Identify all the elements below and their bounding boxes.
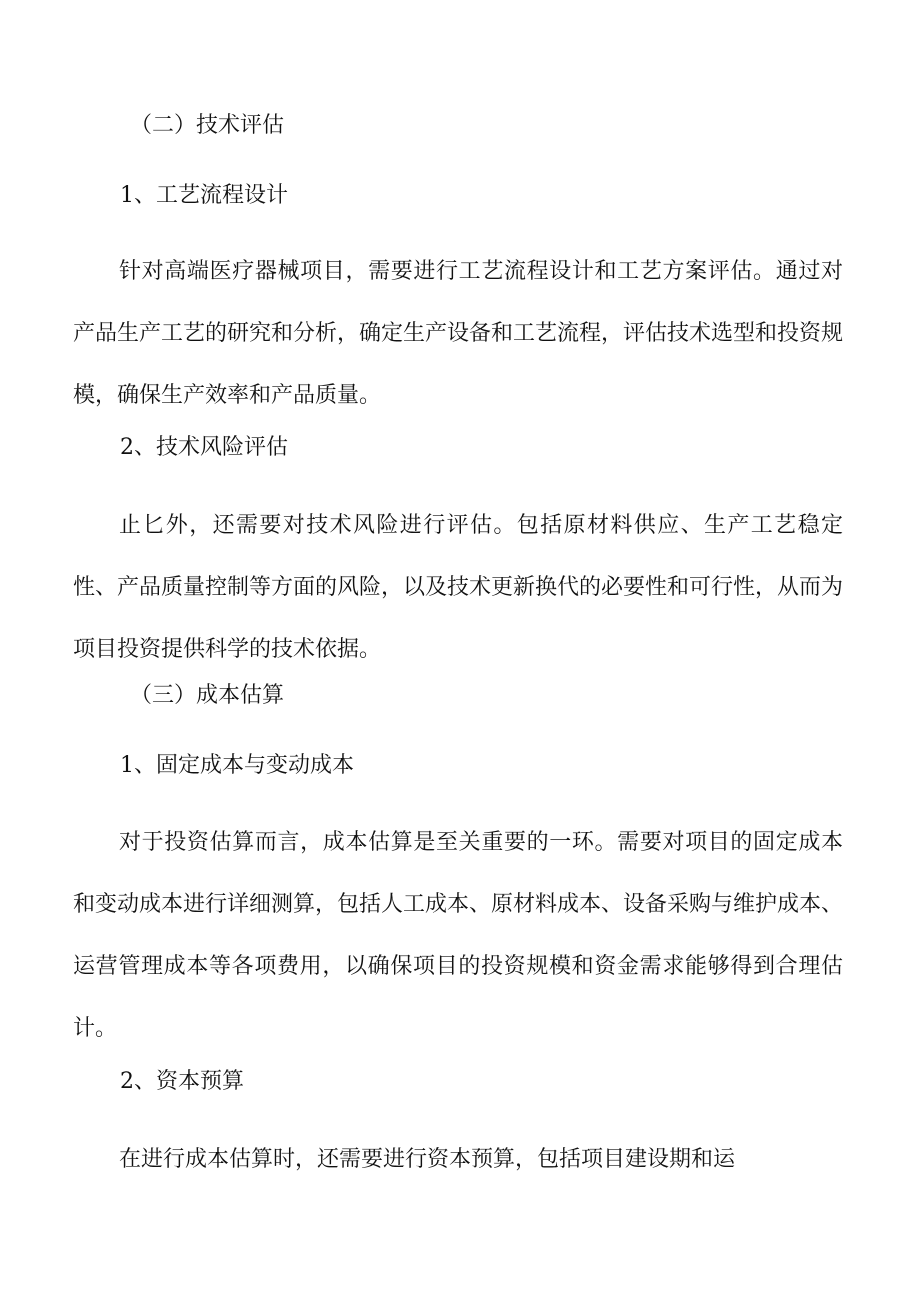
paragraph-capital-budget: 在进行成本估算时，还需要进行资本预算，包括项目建设期和运: [119, 1147, 736, 1172]
section-heading-cost-estimation: （三）成本估算: [130, 683, 285, 708]
paragraph-technical-risk-assessment: 止匕外，还需要对技术风险进行评估。包括原材料供应、生产工艺稳定性、产品质量控制等方面的风险，以及技术更新换代的必要性和可行性，从而为项目投资提供科学的技术依据。: [73, 513, 844, 662]
paragraph-process-flow-design: 针对高端医疗器械项目，需要进行工艺流程设计和工艺方案评估。通过对产品生产工艺的研究和分析，确定生产设备和工艺流程，评估技术选型和投资规模，确保生产效率和产品质量。: [73, 259, 844, 408]
paragraph-fixed-and-variable-costs: 对于投资估算而言，成本估算是至关重要的一环。需要对项目的固定成本和变动成本进行详细测算，包括人工成本、原材料成本、设备采购与维护成本、运营管理成本等各项费用，以确保项目的投资规模和资金需求能够得到合理估计。: [73, 830, 844, 1041]
subheading-fixed-and-variable-costs: 1、固定成本与变动成本: [120, 753, 354, 778]
subheading-capital-budget: 2、资本预算: [120, 1069, 244, 1094]
section-heading-technical-assessment: （二）技术评估: [130, 113, 285, 138]
subheading-technical-risk-assessment: 2、技术风险评估: [120, 435, 288, 460]
subheading-process-flow-design: 1、工艺流程设计: [120, 183, 288, 208]
